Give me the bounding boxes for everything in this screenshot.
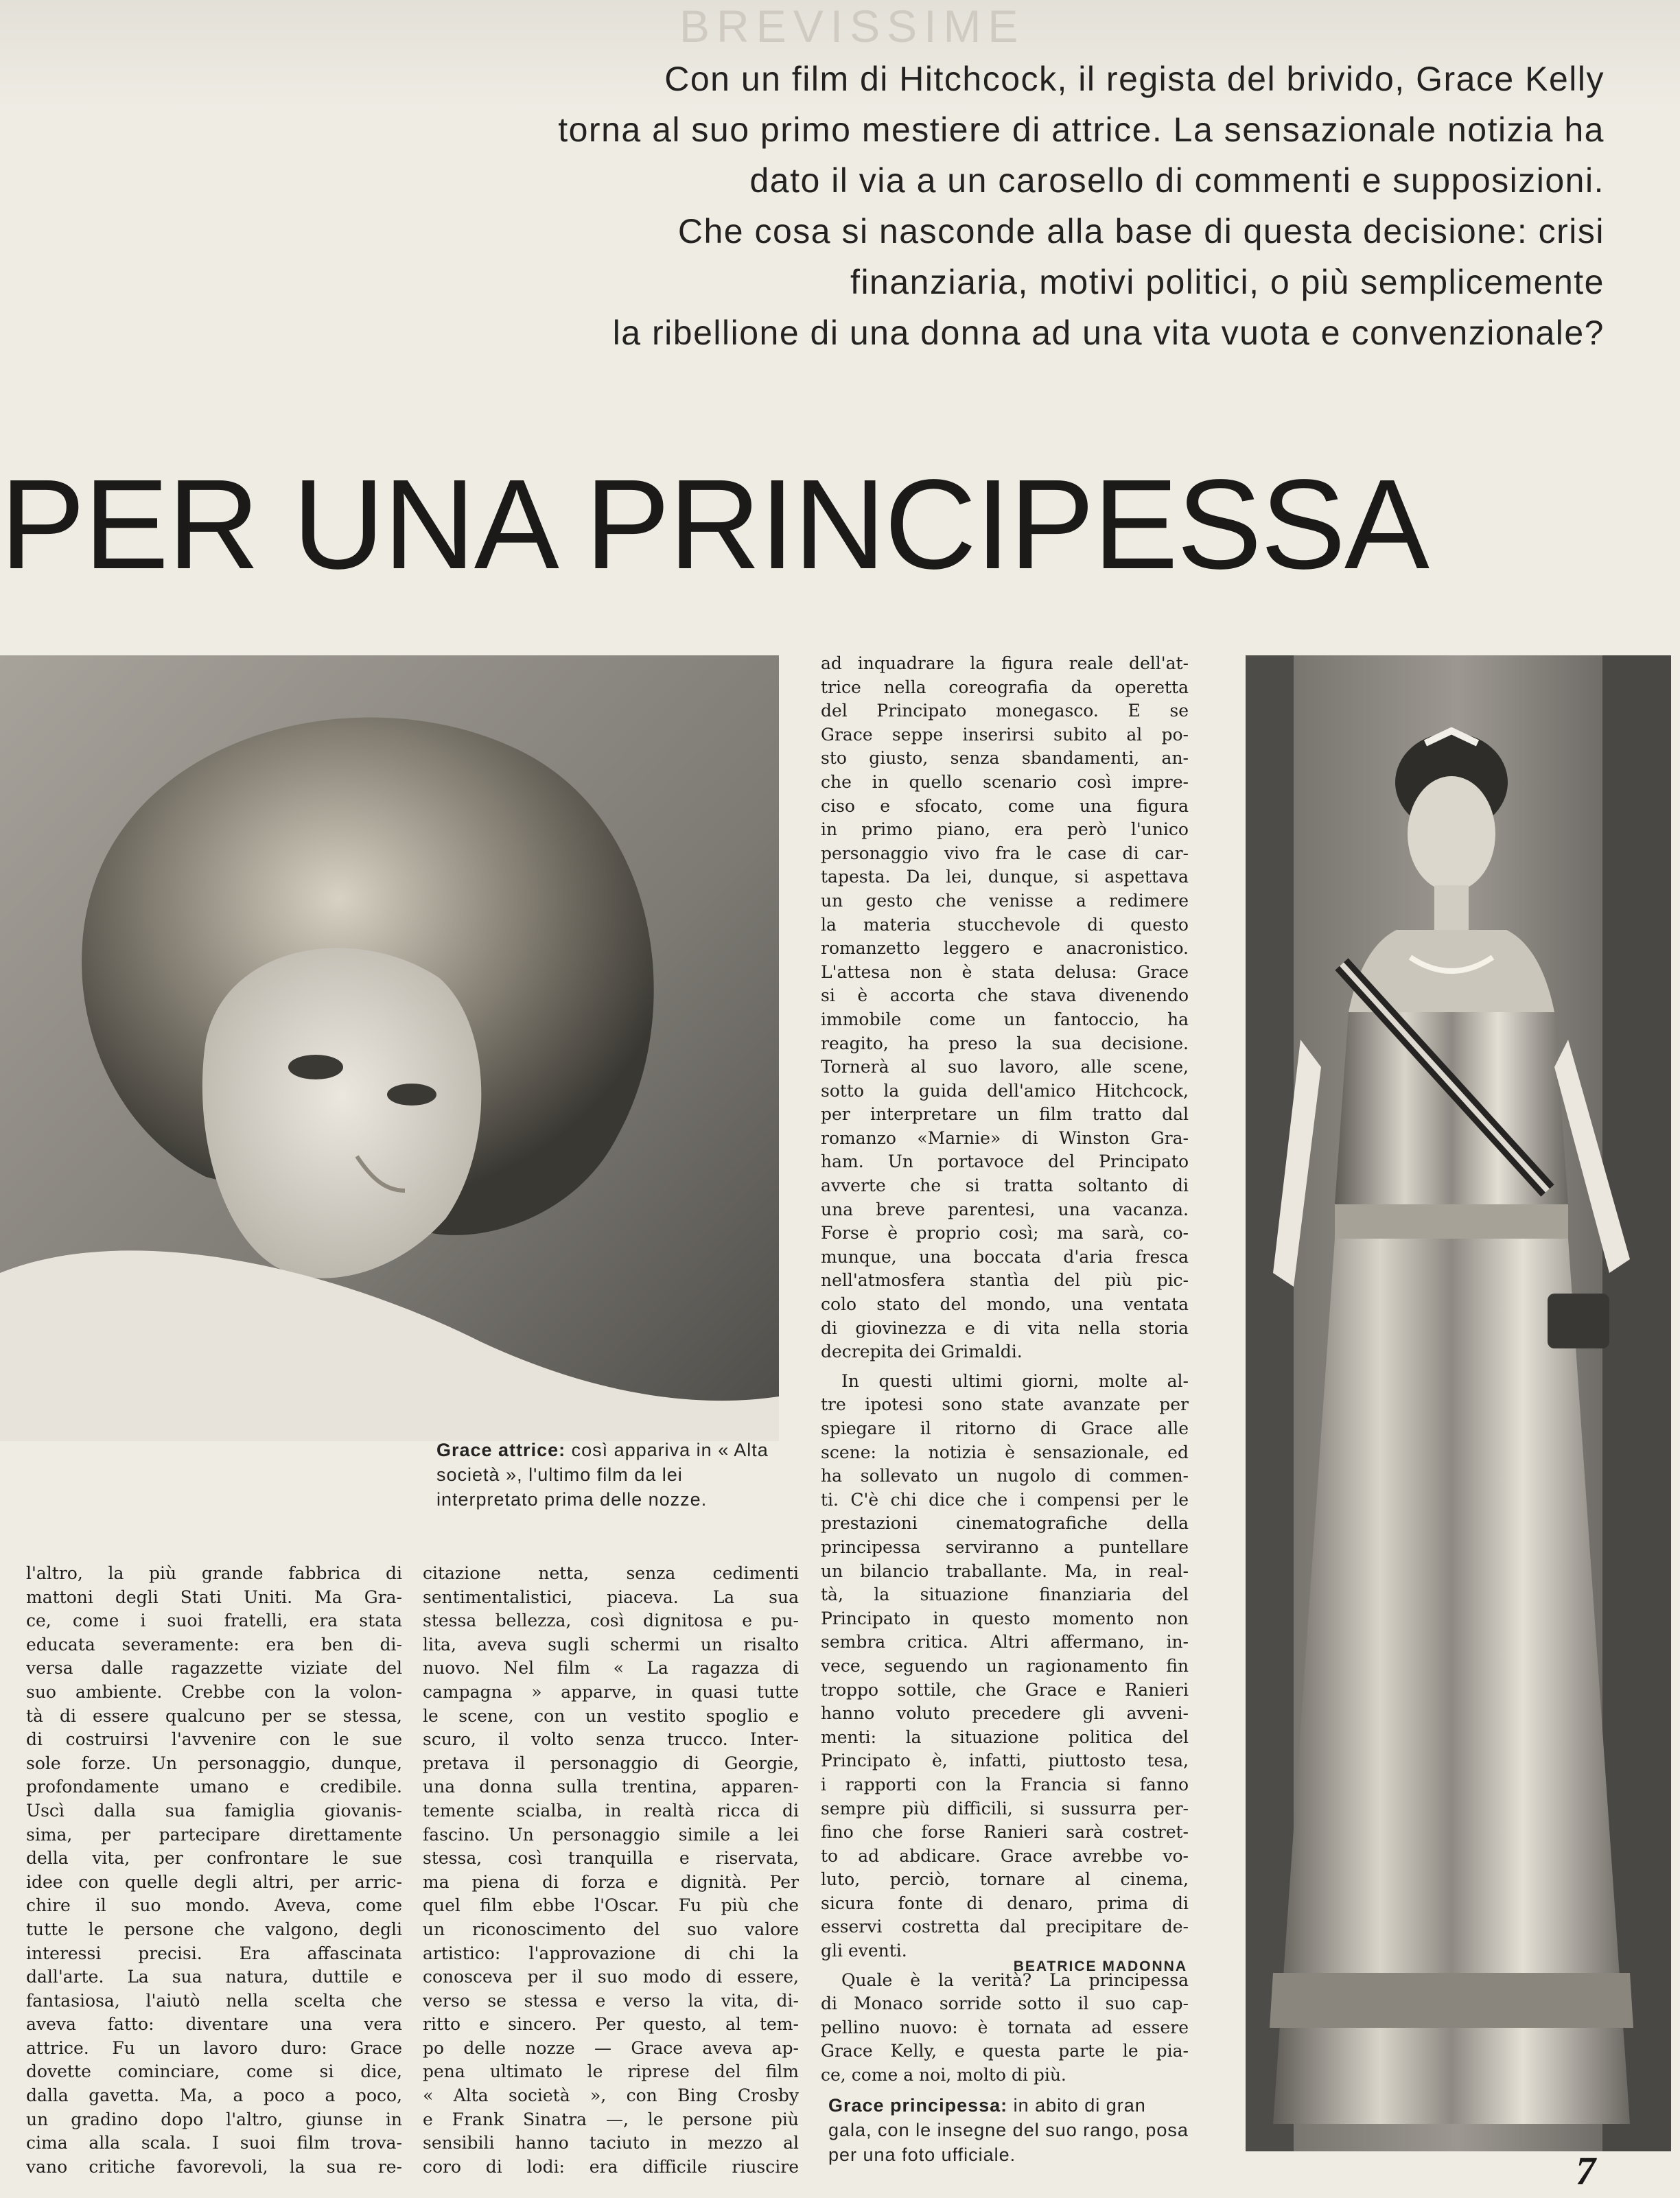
text-line: conosceva per il suo modo di essere, [423, 1967, 799, 1987]
text-line: scene: la notizia è sensazionale, ed [821, 1442, 1189, 1462]
text-line: suo ambiente. Crebbe con la volon- [26, 1681, 402, 1702]
text-line: di Monaco sorride sotto il suo cap- [821, 1994, 1189, 2014]
text-line: di costruirsi l'avvenire con le sue [26, 1729, 402, 1750]
text-line: dato il via a un carosello di commenti e supposizioni. [749, 161, 1605, 200]
paragraph-3-3 [821, 1969, 1189, 2088]
text-line: stessa bellezza, così dignitosa e pu- [423, 1611, 799, 1631]
text-line: esservi costretta dal precipitare de- [821, 1917, 1189, 1937]
text-line: luto, perciò, tornare al cinema, [821, 1869, 1189, 1890]
text-line: ha sollevato un nugolo di commen- [821, 1466, 1189, 1486]
caption-actress-label: Grace attrice: [436, 1440, 566, 1460]
text-line: una donna sulla trentina, apparen- [423, 1777, 799, 1797]
text-line: munque, una boccata d'aria fresca [821, 1246, 1189, 1267]
text-line: Grace seppe inserirsi subito al po- [821, 724, 1189, 745]
text-line: sole forze. Un personaggio, dunque, [26, 1753, 402, 1773]
text-line: sotto la guida dell'amico Hitchcock, [821, 1080, 1189, 1101]
text-line: Che cosa si nasconde alla base di questa decisione: crisi [677, 212, 1605, 250]
text-line: nuovo. Nel film « La ragazza di [423, 1658, 799, 1679]
text-line: del Principato monegasco. E se [821, 701, 1189, 721]
text-line: pena ultimato le riprese del film [423, 2061, 799, 2082]
text-line: chire il suo mondo. Aveva, come [26, 1895, 402, 1916]
text-line: sempre più difficili, si sussurra per- [821, 1798, 1189, 1819]
caption-princess-text: in abito di gran gala, con le insegne del suo rango, posa per una foto ufficiale. [828, 2095, 1189, 2165]
text-line: aveva fatto: diventare una vera [26, 2014, 402, 2035]
author-byline: BEATRICE MADONNA [1013, 1959, 1187, 1974]
text-line: prestazioni cinematografiche della [821, 1513, 1189, 1534]
body-column-3 [821, 652, 1189, 2088]
text-line: tà, la situazione finanziaria del [821, 1585, 1189, 1605]
text-line: L'attesa non è stata delusa: Grace [821, 961, 1189, 982]
text-line: sima, per partecipare direttamente [26, 1824, 402, 1845]
text-line: principessa serviranno a puntellare [821, 1536, 1189, 1557]
text-line: di giovinezza e di vita nella storia [821, 1318, 1189, 1338]
text-line: l'altro, la più grande fabbrica di [26, 1563, 402, 1583]
text-line: Tornerà al suo lavoro, alle scene, [821, 1057, 1189, 1077]
text-line: sensibili hanno taciuto in mezzo al [423, 2133, 799, 2153]
text-line: dall'arte. La sua natura, duttile e [26, 1967, 402, 1987]
text-line: citazione netta, senza cedimenti [423, 1563, 799, 1583]
text-line: stessa, così tranquilla e riservata, [423, 1848, 799, 1869]
text-line: menti: la situazione politica del [821, 1727, 1189, 1747]
text-line: pellino nuovo: è tornata ad essere [821, 2017, 1189, 2037]
caption-actress-text: così appariva in « Alta società », l'ultimo film da lei interpretato prima delle nozze. [436, 1440, 769, 1510]
text-line: immobile come un fantoccio, ha [821, 1009, 1189, 1029]
text-line: ti. C'è chi dice che i compensi per le [821, 1489, 1189, 1510]
text-line: scuro, il volto senza trucco. Inter- [423, 1729, 799, 1750]
text-line: verso se stessa e verso la vita, di- [423, 1990, 799, 2011]
text-line: torna al suo primo mestiere di attrice. La sensazionale notizia ha [558, 110, 1605, 149]
text-line: gli eventi. [821, 1941, 907, 1961]
text-line: pretava il personaggio di Georgie, [423, 1753, 799, 1773]
text-line: si è accorta che stava divenendo [821, 985, 1189, 1006]
text-line: troppo sottile, che Grace e Ranieri [821, 1679, 1189, 1700]
bleed-through-heading: BREVISSIME [679, 1, 1025, 51]
text-line: « Alta società », con Bing Crosby [423, 2085, 799, 2106]
text-line: trice nella coreografia da operetta [821, 677, 1189, 697]
text-line: artistico: l'approvazione di chi la [423, 1943, 799, 1963]
caption-actress [436, 1438, 780, 1512]
text-line: che in quello scenario così impre- [821, 771, 1189, 792]
text-line: colo stato del mondo, una ventata [821, 1294, 1189, 1315]
text-line: interessi precisi. Era affascinata [26, 1943, 402, 1963]
text-line: Con un film di Hitchcock, il regista del brivido, Grace Kelly [664, 60, 1605, 98]
text-line: vece, seguendo un ragionamento fin [821, 1655, 1189, 1676]
text-line: profondamente umano e credibile. [26, 1777, 402, 1797]
text-line: tà di essere qualcuno per se stessa, [26, 1705, 402, 1726]
text-line: versa dalle ragazzette viziate del [26, 1658, 402, 1679]
text-line: ad inquadrare la figura reale dell'at- [821, 653, 1189, 673]
text-line: Principato in questo momento non [821, 1608, 1189, 1628]
text-line: sentimentalistici, piaceva. La sua [423, 1587, 799, 1607]
text-line: coro di lodi: era difficile riuscire [423, 2156, 799, 2177]
text-line: ritto e sincero. Per questo, al tem- [423, 2014, 799, 2035]
text-line: po delle nozze — Grace aveva ap- [423, 2037, 799, 2058]
text-line: la ribellione di una donna ad una vita vuota e convenzionale? [612, 314, 1605, 352]
text-line: nell'atmosfera stantìa del più pic- [821, 1270, 1189, 1291]
text-line: della vita, per confrontare le sue [26, 1848, 402, 1869]
text-line: cima alla scala. I suoi film trova- [26, 2133, 402, 2153]
intro-paragraph [301, 54, 1605, 358]
text-line: vano critiche favorevoli, la sua re- [26, 2156, 402, 2177]
caption-princess [828, 2093, 1192, 2167]
text-line: i rapporti con la Francia si fanno [821, 1774, 1189, 1794]
text-line: mattoni degli Stati Uniti. Ma Gra- [26, 1587, 402, 1607]
text-line: un gesto che venisse a redimere [821, 890, 1189, 911]
text-line: hanno voluto precedere gli avveni- [821, 1703, 1189, 1724]
text-line: ce, come i suoi fratelli, era stata [26, 1611, 402, 1631]
text-line: per interpretare un film tratto dal [821, 1104, 1189, 1125]
text-line: sto giusto, senza sbandamenti, an- [821, 748, 1189, 769]
text-line: educata severamente: era ben di- [26, 1634, 402, 1655]
text-line: romanzo «Marnie» di Winston Gra- [821, 1127, 1189, 1148]
text-line: Forse è proprio così; ma sarà, co- [821, 1223, 1189, 1243]
paragraph-3-2 [821, 1370, 1189, 1963]
text-line: sembra critica. Altri affermano, in- [821, 1632, 1189, 1652]
text-line: Grace Kelly, e questa parte le pia- [821, 2041, 1189, 2061]
text-line: personaggio vivo fra le case di car- [821, 843, 1189, 863]
text-line: dovette cominciare, come si dice, [26, 2061, 402, 2082]
caption-princess-label: Grace principessa: [828, 2095, 1008, 2116]
text-line: la materia stucchevole di questo [821, 914, 1189, 935]
text-line: dalla gavetta. Ma, a poco a poco, [26, 2085, 402, 2106]
text-line: spiegare il ritorno di Grace alle [821, 1418, 1189, 1438]
text-line: ham. Un portavoce del Principato [821, 1151, 1189, 1172]
text-line: sicura fonte di denaro, prima di [821, 1893, 1189, 1913]
text-line: romanzetto leggero e anacronistico. [821, 938, 1189, 959]
text-line: temente scialba, in realtà ricca di [423, 1800, 799, 1821]
body-column-1 [26, 1562, 402, 2179]
text-line: ce, come a noi, molto di più. [821, 2065, 1066, 2085]
text-line: to ad abdicare. Grace avrebbe vo- [821, 1845, 1189, 1866]
text-line: lita, aveva sugli schermi un risalto [423, 1634, 799, 1655]
text-line: tutte le persone che valgono, degli [26, 1919, 402, 1939]
text-line: decrepita dei Grimaldi. [821, 1342, 1023, 1362]
text-line: tre ipotesi sono state avanzate per [821, 1394, 1189, 1415]
text-line: Quale è la verità? La principessa [841, 1969, 1189, 1990]
text-line: avverte che si tratta soltanto di [821, 1176, 1189, 1196]
text-line: quel film ebbe l'Oscar. Fu più che [423, 1895, 799, 1916]
portrait-photo-actress [0, 655, 779, 1441]
text-line: In questi ultimi giorni, molte al- [841, 1370, 1189, 1391]
headline: PER UNA PRINCIPESSA [0, 454, 1428, 596]
text-line: e Frank Sinatra —, le persone più [423, 2109, 799, 2129]
text-line: un gradino dopo l'altro, giunse in [26, 2109, 402, 2129]
text-line: fascino. Un personaggio simile a lei [423, 1824, 799, 1845]
text-line: Uscì dalla sua famiglia giovanis- [26, 1800, 402, 1821]
text-line: ciso e sfocato, come una figura [821, 795, 1189, 816]
text-line: in primo piano, era però l'unico [821, 819, 1189, 840]
paragraph-3-1 [821, 652, 1189, 1364]
text-line: ma piena di forza e dignità. Per [423, 1871, 799, 1892]
text-line: idee con quelle degli altri, per arric- [26, 1871, 402, 1892]
text-line: un bilancio traballante. Ma, in real- [821, 1560, 1189, 1581]
text-line: un riconoscimento del suo valore [423, 1919, 799, 1939]
text-line: campagna » apparve, in quasi tutte [423, 1681, 799, 1702]
text-line: fantasiosa, l'aiutò nella scelta che [26, 1990, 402, 2011]
text-line: reagito, ha preso la sua decisione. [821, 1033, 1189, 1053]
text-line: le scene, con un vestito spoglio e [423, 1705, 799, 1726]
page-number: 7 [1576, 2149, 1596, 2193]
portrait-photo-princess [1246, 655, 1671, 2151]
text-line: una breve parentesi, una vacanza. [821, 1199, 1189, 1219]
text-line: Principato è, infatti, piuttosto tesa, [821, 1751, 1189, 1771]
text-line: finanziaria, motivi politici, o più semplicemente [850, 263, 1605, 301]
text-line: attrice. Fu un lavoro duro: Grace [26, 2037, 402, 2058]
body-column-2 [423, 1562, 799, 2179]
text-line: tapesta. Da lei, dunque, si aspettava [821, 867, 1189, 887]
text-line: fino che forse Ranieri sarà costret- [821, 1822, 1189, 1843]
